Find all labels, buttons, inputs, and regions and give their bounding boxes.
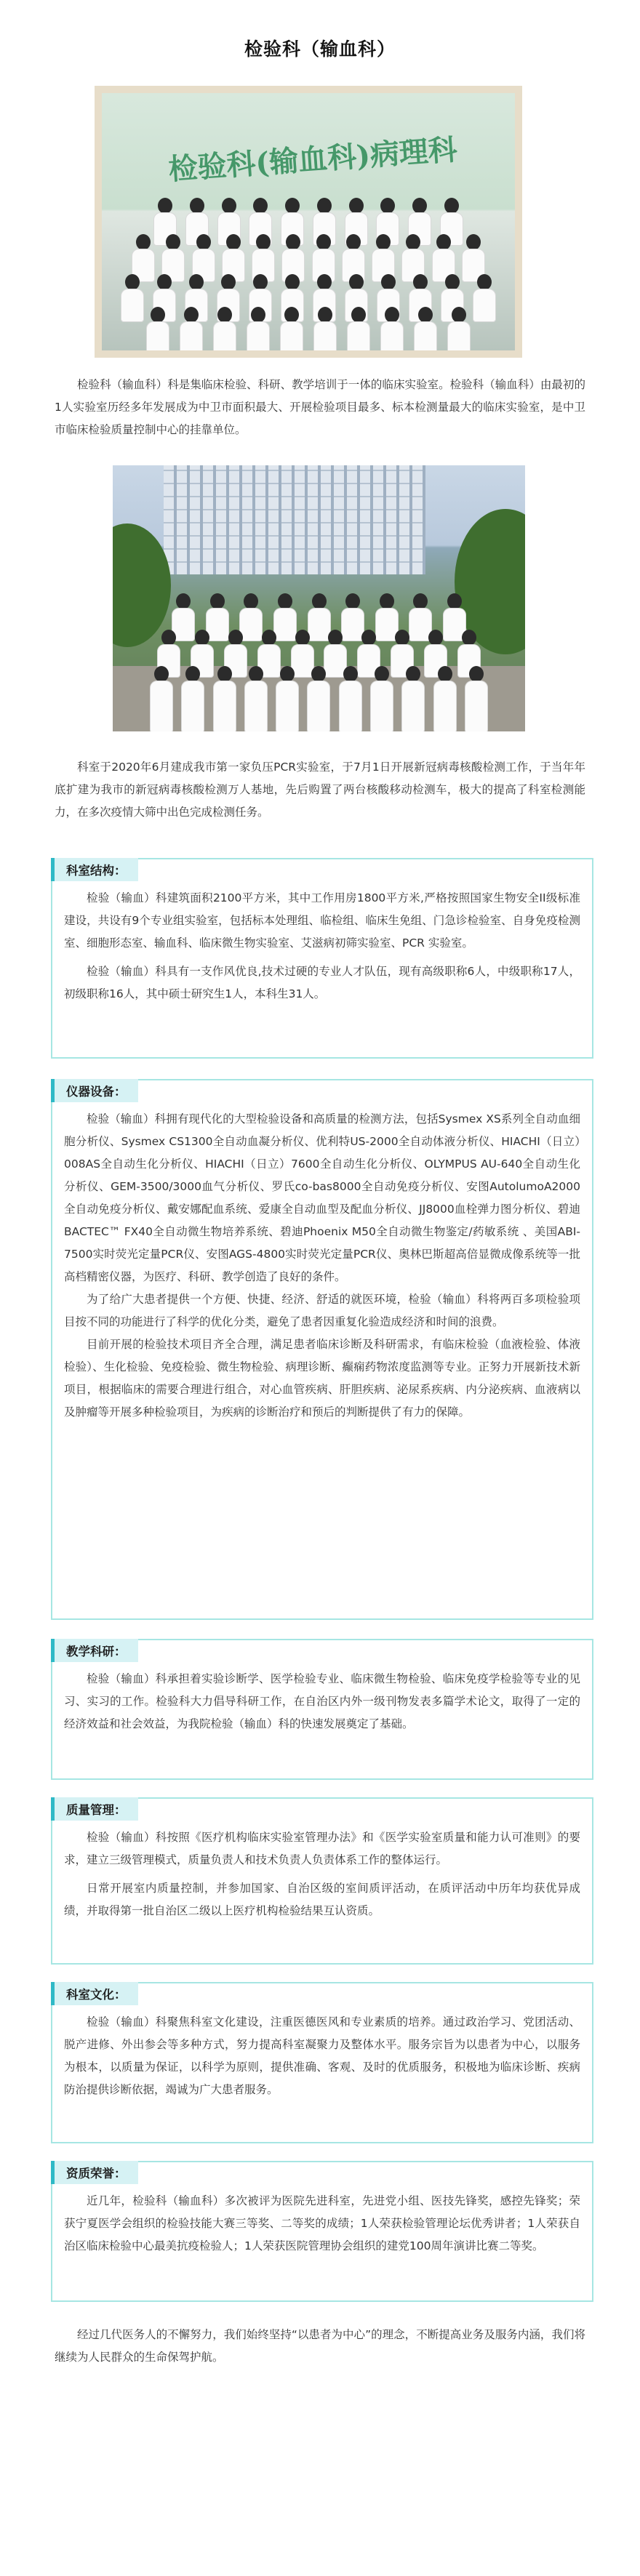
section-title: 科室文化： <box>51 1982 138 2005</box>
section-title: 仪器设备： <box>51 1079 138 1102</box>
section-paragraph: 检验（输血）科具有一支作风优良,技术过硬的专业人才队伍，现有高级职称6人，中级职称17人，初级职称16人，其中硕士研究生1人，本科生31人。 <box>64 965 580 1000</box>
outdoor-team-photo <box>113 465 525 731</box>
section-title: 教学科研： <box>51 1639 138 1662</box>
section-paragraph: 近几年，检验科（输血科）多次被评为医院先进科室，先进党小组、医技先锋奖，感控先锋奖；荣获宁夏医学会组织的检验技能大赛三等奖、二等奖的成绩；1人荣获检验管理论坛优秀讲者；1人荣获自治区临床检验中心最美抗疫检验人；1人荣获医院管理协会组织的建党100周年演讲比赛二等奖。 <box>64 2194 580 2252</box>
section-paragraph: 检验（输血）科拥有现代化的大型检验设备和高质量的检测方法，包括Sysmex XS系列全自动血细胞分析仪、Sysmex CS1300全自动血凝分析仪、优利特US-2000全自动体液分析仪、HIACHI（日立）008AS全自动生化分析仪、HIACHI（日立）7600全自动生化分析仪、OLYMPUS AU-640全自动生化分析仪、GEM-3500/3000血气分析仪、罗氏co-bas8000全自动免疫分析仪、安图AutolumoA2000全自动免疫分析仪、戴安娜配血系统、爱康全自动血型及配血分析仪、JJ8000血栓弹力图分析仪、碧迪BACTEC™ FX40全自动微生物培养系统、碧迪Phoenix M50全自动微生物鉴定/药敏系统 、美国ABI-7500实时荧光定量PCR仪、安图AGS-4800实时荧光定量PCR仪、奥林巴斯超高倍显微成像系统等一批高档精密仪器，为医疗、科研、教学创造了良好的条件。 <box>64 1112 580 1283</box>
staff-group-outdoor <box>113 571 525 731</box>
team-photo <box>102 93 515 350</box>
staff-group <box>102 183 515 350</box>
section-structure <box>51 858 593 1059</box>
section-paragraph: 为了给广大患者提供一个方便、快捷、经济、舒适的就医环境，检验（输血）科将两百多项检验项目按不同的功能进行了科学的优化分类，避免了患者因重复化验造成经济和时间的浪费。 <box>64 1293 580 1328</box>
section-research <box>51 1639 593 1780</box>
hospital-building <box>164 465 425 574</box>
team-photo-frame <box>95 86 522 358</box>
photo-banner-text: 检验科(输血科)病理科 <box>167 132 459 187</box>
section-paragraph: 检验（输血）科建筑面积2100平方米，其中工作用房1800平方米,严格按照国家生物安全II级标准建设，共设有9个专业组实验室，包括标本处理组、临检组、临床生免组、门急诊检验室、自身免疫检测室、细胞形态室、输血科、临床微生物实验室、艾滋病初筛实验室、PCR 实验室。 <box>64 891 580 950</box>
pcr-paragraph: 科室于2020年6月建成我市第一家负压PCR实验室，于7月1日开展新冠病毒核酸检测工作，于当年年底扩建为我市的新冠病毒核酸检测万人基地，先后购置了两台核酸移动检测车，极大的提高了科室检测能力，在多次疫情大筛中出色完成检测任务。 <box>55 761 585 819</box>
section-title: 质量管理： <box>51 1797 138 1821</box>
section-paragraph: 检验（输血）科聚焦科室文化建设，注重医德医风和专业素质的培养。通过政治学习、党团活动、脱产进修、外出参会等多种方式，努力提高科室凝聚力及整体水平。服务宗旨为以患者为中心，以服务为根本，以质量为保证，以科学为原则，提供准确、客观、及时的优质服务，积极地为临床诊断、疾病防治提供诊断依据，竭诚为广大患者服务。 <box>64 2015 580 2096</box>
section-honors <box>51 2161 593 2302</box>
intro-paragraph: 检验科（输血科）科是集临床检验、科研、教学培训于一体的临床实验室。检验科（输血科）由最初的1人实验室历经多年发展成为中卫市面积最大、开展检验项目最多、标本检测量最大的临床实验室，是中卫市临床检验质量控制中心的挂靠单位。 <box>55 378 585 436</box>
section-paragraph: 检验（输血）科承担着实验诊断学、医学检验专业、临床微生物检验、临床免疫学检验等专业的见习、实习的工作。检验科大力倡导科研工作，在自治区内外一级刊物发表多篇学术论文，取得了一定的经济效益和社会效益，为我院检验（输血）科的快速发展奠定了基础。 <box>64 1672 580 1730</box>
section-equipment <box>51 1079 593 1620</box>
page-title: 检验科（输血科） <box>244 39 396 60</box>
section-paragraph: 检验（输血）科按照《医疗机构临床实验室管理办法》和《医学实验室质量和能力认可准则》的要求，建立三级管理模式，质量负责人和技术负责人负责体系工作的整体运行。 <box>64 1831 580 1866</box>
section-paragraph: 日常开展室内质量控制，并参加国家、自治区级的室间质评活动，在质评活动中历年均获优异成绩，并取得第一批自治区二级以上医疗机构检验结果互认资质。 <box>64 1882 580 1917</box>
section-quality <box>51 1797 593 1965</box>
section-paragraph: 目前开展的检验技术项目齐全合理，满足患者临床诊断及科研需求，有临床检验（血液检验、体液检验）、生化检验、免疫检验、微生物检验、病理诊断、癫痫药物浓度监测等专业。正努力开展新技术新项目，根据临床的需要合理进行组合，对心血管疾病、肝胆疾病、泌尿系疾病、内分泌疾病、血液病以及肿瘤等开展多种检验项目，为疾病的诊断治疗和预后的判断提供了有力的保障。 <box>64 1338 580 1419</box>
section-culture <box>51 1982 593 2143</box>
closing-paragraph: 经过几代医务人的不懈努力，我们始终坚持“以患者为中心”的理念，不断提高业务及服务内涵，我们将继续为人民群众的生命保驾护航。 <box>55 2328 585 2364</box>
section-title: 科室结构： <box>51 858 138 881</box>
section-title: 资质荣誉： <box>51 2161 138 2184</box>
